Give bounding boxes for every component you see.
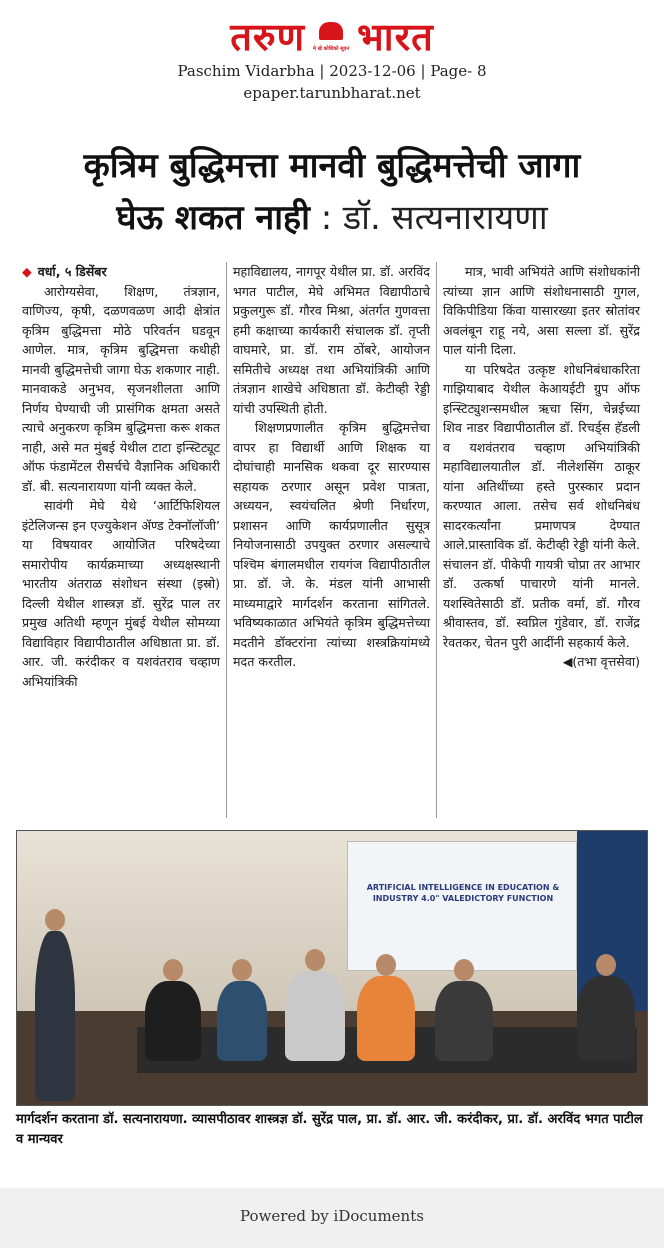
logo-tagline: मे खे कोशिको सूदन bbox=[313, 46, 350, 52]
article-column-2 bbox=[226, 262, 436, 818]
headline-line-2-bold: घेऊ शकत नाही bbox=[116, 198, 310, 238]
guest-figure bbox=[357, 976, 415, 1061]
paragraph: सावंगी मेघे येथे ‘आर्टिफिशियल इंटेलिजन्स इन एज्युकेशन ॲण्ड टेक्नॉलॉजी’ या विषयावर आयोजित परिषदेच्या समारोपीय कार्यक्रमाच्या अध्यक्षस्थानी भारतीय अंतराळ संशोधन संस्था (इस्रो) दिल्ली येथील शास्त्रज्ञ डॉ. सुरेंद्र पाल तर प्रमुख अतिथी म्हणून मुंबई येथील सोमय्या विद्याविहार विद्यापीठातील अधिष्ठाता प्रा. डॉ. आर. जी. करंदीकर व यशवंतराव चव्हाण अभियांत्रिकी bbox=[22, 498, 220, 689]
logo-left-text: तरुण bbox=[230, 15, 306, 59]
article-body bbox=[16, 262, 648, 818]
screen-text: ARTIFICIAL INTELLIGENCE IN EDUCATION & INDUSTRY 4.0" VALEDICTORY FUNCTION bbox=[366, 883, 560, 903]
guest-figure bbox=[435, 981, 493, 1061]
dateline-text: वर्धा, ५ डिसेंबर bbox=[37, 264, 107, 279]
head bbox=[596, 954, 616, 976]
photo-caption: मार्गदर्शन करताना डॉ. सत्यनारायणा. व्यासपीठावर शास्त्रज्ञ डॉ. सुरेंद्र पाल, प्रा. डॉ. आर. जी. करंदीकर, प्रा. डॉ. अरविंद भगत पाटील व मान्यवर bbox=[16, 1112, 643, 1147]
head bbox=[232, 959, 252, 981]
guest-figure bbox=[145, 981, 201, 1061]
rider-emblem-icon bbox=[319, 22, 343, 40]
head bbox=[376, 954, 396, 976]
headline-line-2-byline: : डॉ. सत्यनारायणा bbox=[309, 198, 548, 238]
headline-line-1: कृत्रिम बुद्धिमत्ता मानवी बुद्धिमत्तेची जागा bbox=[83, 146, 581, 186]
powered-by-link[interactable]: Powered by iDocuments bbox=[240, 1207, 424, 1225]
article-headline bbox=[0, 140, 664, 244]
article-column-3 bbox=[436, 262, 646, 818]
edition-meta bbox=[0, 60, 664, 104]
paragraph: शिक्षणप्रणालीत कृत्रिम बुद्धिमत्तेचा वापर हा विद्यार्थी आणि शिक्षक या दोघांचाही मानसिक थकवा दूर सारण्यास सहायक ठरणार असून प्रवेश पात्रता, अध्ययन, स्वयंचलित श्रेणी निर्धारण, प्रशासन आणि कार्यप्रणालीत सुसूत्र नियोजनासाठी उपयुक्त ठरणार असल्याचे पश्चिम बंगालमधील रायगंज विद्यापीठातील प्रा. डॉ. जे. के. मंडल यांनी आभासी माध्यमाद्वारे मार्गदर्शन करताना सांगितले. भविष्यकाळात अभियंते कृत्रिम बुद्धिमत्तेच्या मदतीने डॉक्टरांना त्यांच्या शस्त्रक्रियांमध्ये मदत करतील. bbox=[233, 420, 430, 669]
logo-emblem-icon bbox=[309, 20, 353, 54]
guest-figure bbox=[285, 971, 345, 1061]
footer bbox=[0, 1188, 664, 1248]
head bbox=[163, 959, 183, 981]
diamond-bullet-icon: ◆ bbox=[22, 264, 32, 279]
paragraph: या परिषदेत उत्कृष्ट शोधनिबंधाकरिता गाझियाबाद येथील केआयईटी ग्रुप ऑफ इन्स्टिट्युशन्समधील ऋचा सिंग, चेन्नईच्या शिव नाडर विद्यापीठातील डॉ. रिचर्ड्स हॅडली व यशवंतराव चव्हाण अभियांत्रिकी महाविद्यालयातील डॉ. नीलेशसिंग ठाकूर यांना अतिथींच्या हस्ते पुरस्कार प्रदान करण्यात आला. तसेच सर्व शोधनिबंध सादरकर्त्यांना प्रमाणपत्र देण्यात आले.प्रास्ताविक डॉ. केटीव्ही रेड्डी यांनी केले. संचालन डॉ. पीकेपी गायत्री चोप्रा तर आभार डॉ. उत्कर्षा पाचारणे यांनी मानले. यशस्वितेसाठी डॉ. प्रतीक वर्मा, डॉ. गौरव श्रीवास्तव, डॉ. स्वप्निल गुंडेवार, डॉ. राजेंद्र रेवतकर, चेतन पुरी आदींनी सहकार्य केले. bbox=[443, 361, 640, 650]
headline-line-2 bbox=[0, 192, 664, 244]
paragraph: महाविद्यालय, नागपूर येथील प्रा. डॉ. अरविंद भगत पाटील, मेघे अभिमत विद्यापीठाचे प्रकुलगुरू डॉ. गौरव मिश्रा, अंतर्गत गुणवत्ता हमी कक्षाच्या कार्यकारी संचालक डॉ. तृप्ती वाघमारे, प्रा. डॉ. राम ठोंबरे, आयोजन समितीचे अध्यक्ष तथा अभियांत्रिकी आणि तंत्रज्ञान शाखेचे अधिष्ठाता डॉ. केटीव्ही रेड्डी यांची उपस्थिती होती. bbox=[233, 264, 430, 416]
masthead bbox=[0, 14, 664, 60]
edition-line: Paschim Vidarbha | 2023-12-06 | Page- 8 bbox=[177, 62, 487, 80]
head bbox=[454, 959, 474, 981]
guest-figure bbox=[577, 976, 635, 1061]
news-service-credit: ◀(तभा वृत्तसेवा) bbox=[562, 654, 640, 669]
speaker-figure bbox=[35, 931, 75, 1101]
guest-figure bbox=[217, 981, 267, 1061]
projection-screen bbox=[347, 841, 577, 971]
logo-right-text: भारत bbox=[357, 15, 434, 59]
article-column-1 bbox=[16, 262, 226, 818]
event-photo[interactable] bbox=[16, 830, 648, 1106]
head bbox=[305, 949, 325, 971]
paragraph: आरोग्यसेवा, शिक्षण, तंत्रज्ञान, वाणिज्य, कृषी, दळणवळण आदी क्षेत्रांत कृत्रिम बुद्धिमत्ता मोठे परिवर्तन घडवून आणेल. मात्र, कृत्रिम बुद्धिमत्ता कधीही मानवी बुद्धिमत्तेची जागा घेऊ शकणार नाही. मानवाकडे अनुभव, सृजनशीलता आणि निर्णय घेण्याची जी प्रासंगिक क्षमता असते त्याचे अनुकरण कृत्रिम बुद्धिमत्ता करू शकत नाही, असे मत मुंबई येथील टाटा इन्स्टिट्यूट ऑफ फंडामेंटल रीसर्चचे वैज्ञानिक अधिकारी डॉ. बी. सत्यनारायणा यांनी व्यक्त केले. bbox=[22, 283, 220, 494]
site-url[interactable]: epaper.tarunbharat.net bbox=[243, 84, 421, 102]
paragraph: मात्र, भावी अभियंते आणि संशोधकांनी त्यांच्या ज्ञान आणि संशोधनासाठी गुगल, विकिपीडिया किंवा यासारख्या इतर स्रोतांवर अवलंबून राहू नये, असा सल्ला डॉ. सुरेंद्र पाल यांनी दिला. bbox=[443, 264, 640, 357]
newspaper-logo[interactable] bbox=[230, 15, 434, 59]
head bbox=[45, 909, 65, 931]
dateline bbox=[22, 262, 220, 282]
